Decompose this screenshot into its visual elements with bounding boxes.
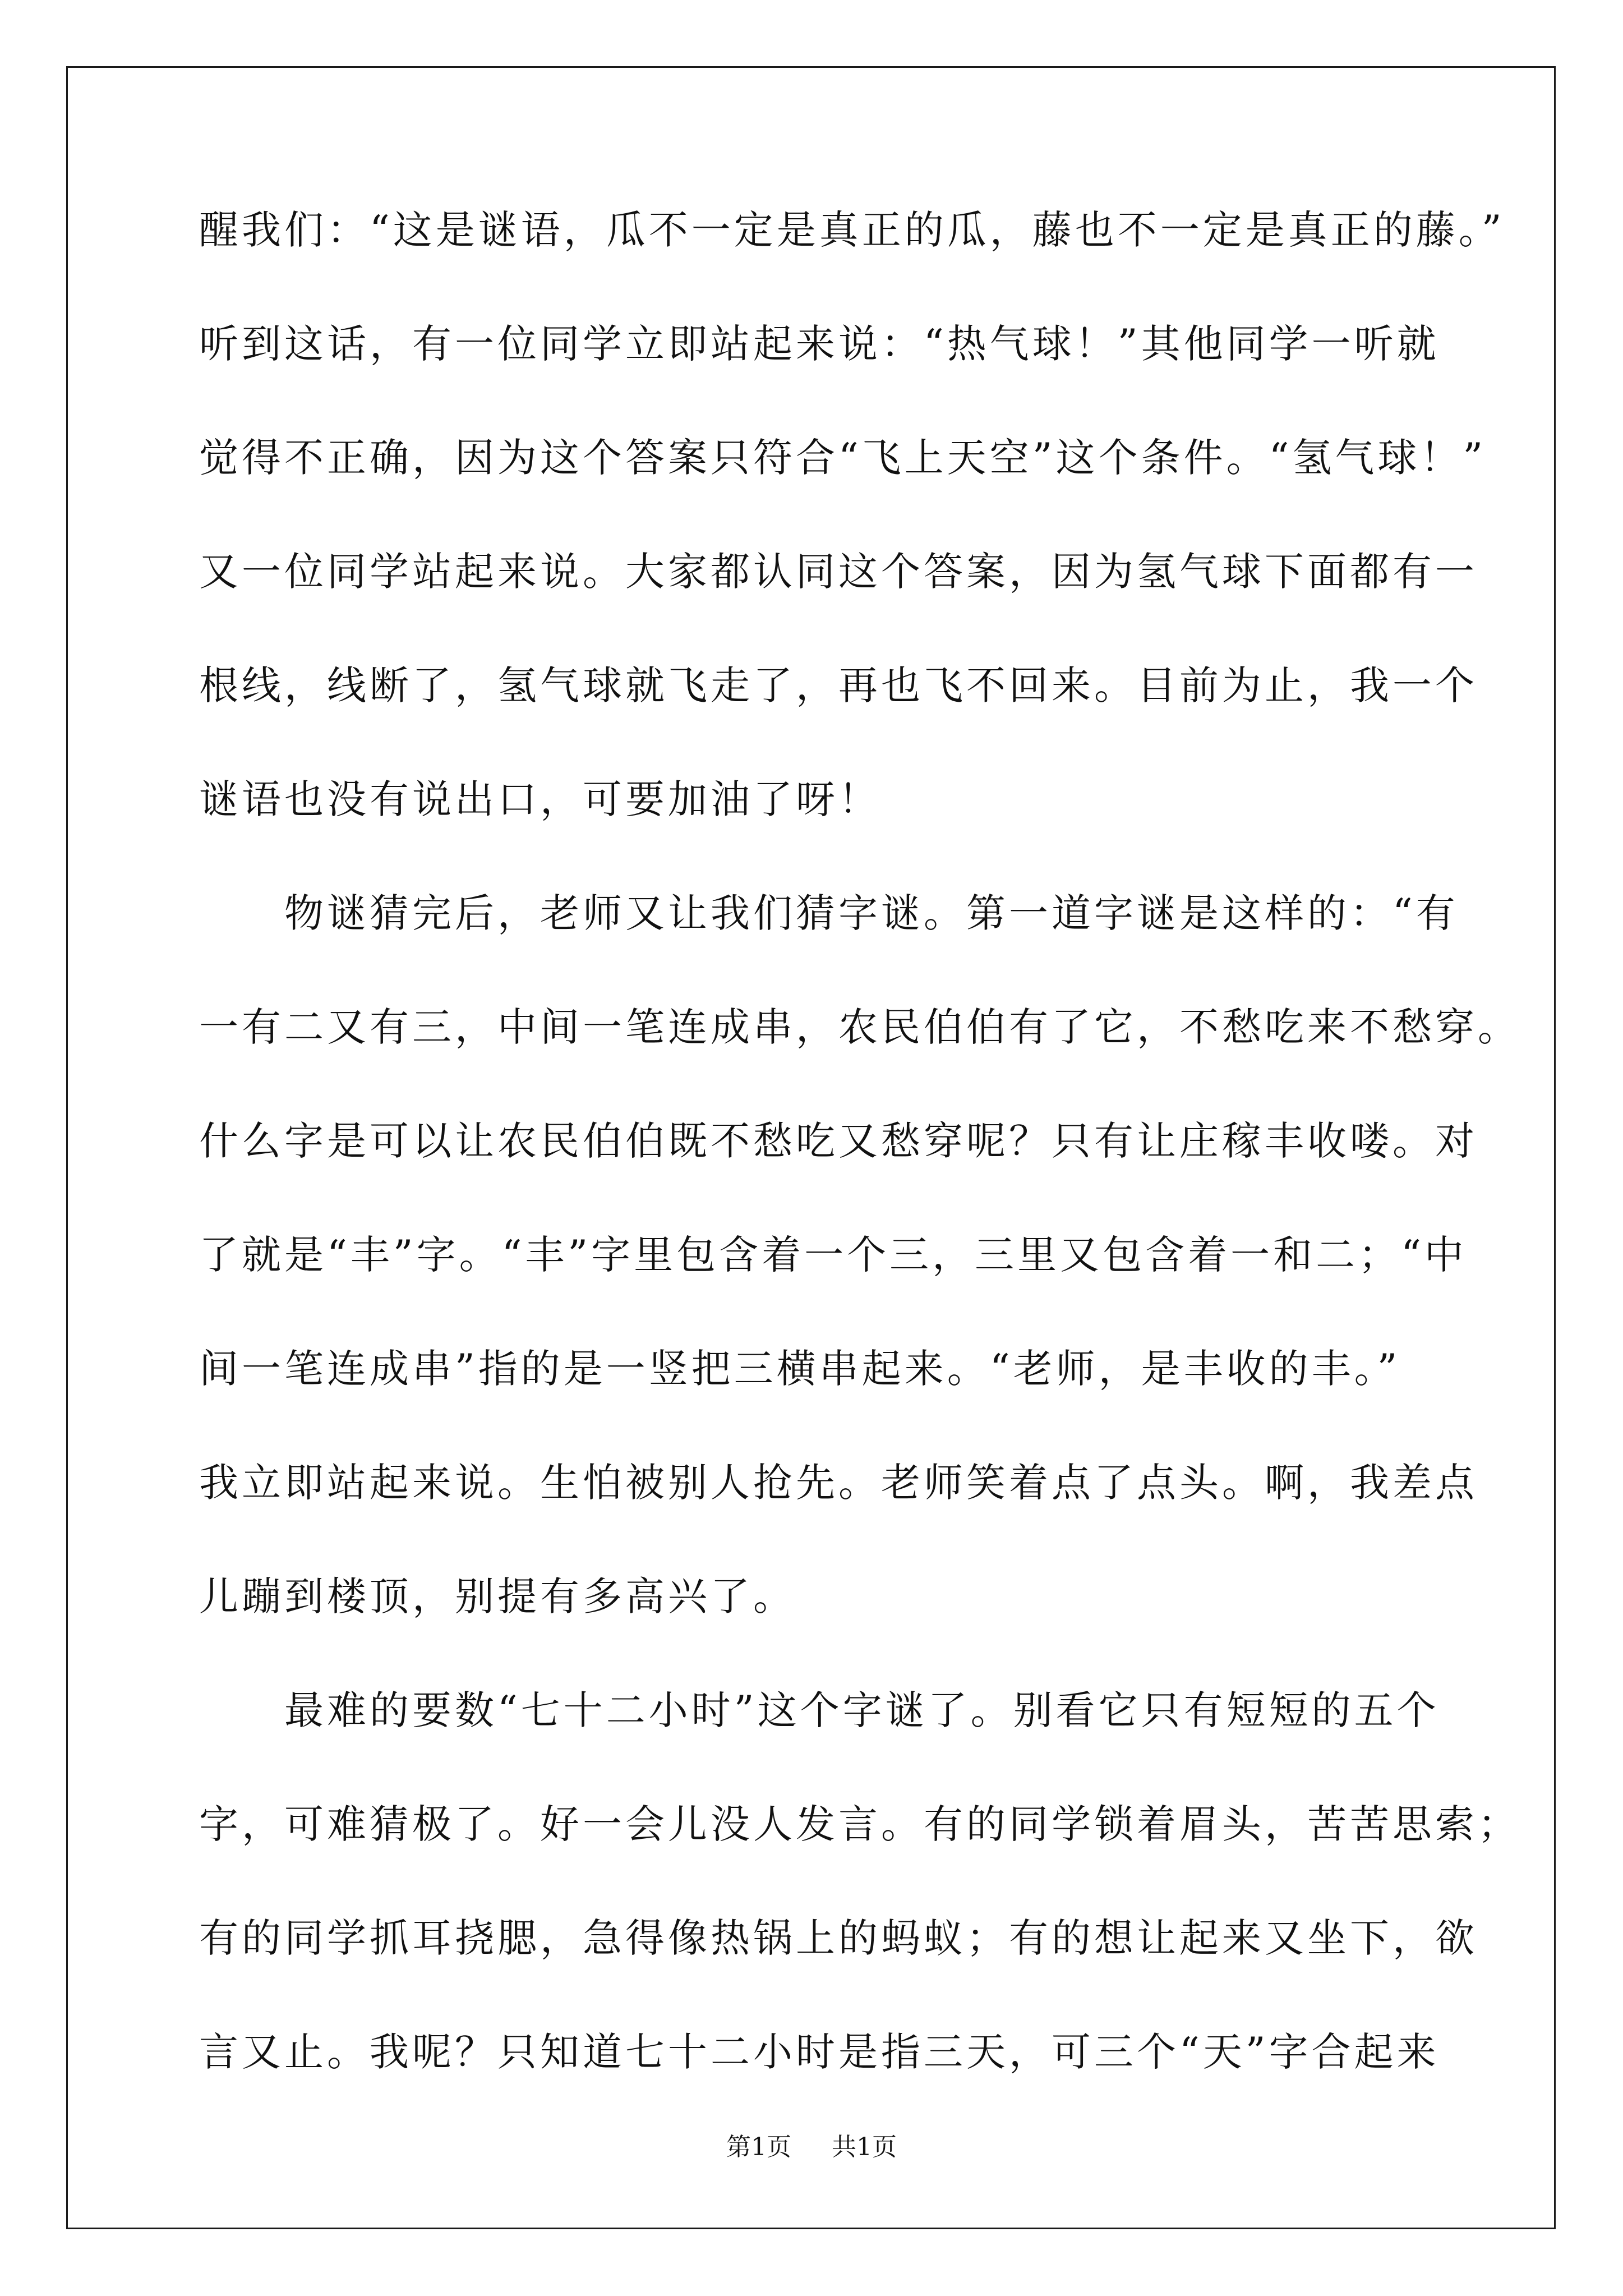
text-line: 最难的要数“七十二小时”这个字谜了。别看它只有短短的五个 bbox=[199, 1687, 1440, 1733]
text-line: 物谜猜完后，老师又让我们猜字谜。第一道字谜是这样的：“有 bbox=[199, 890, 1459, 936]
text-line: 什么字是可以让农民伯伯既不愁吃又愁穿呢？只有让庄稼丰收喽。对 bbox=[199, 1118, 1478, 1164]
text-line: 根线，线断了，氢气球就飞走了，再也飞不回来。目前为止，我一个 bbox=[199, 662, 1478, 708]
text-line: 间一笔连成串”指的是一竖把三横串起来。“老师，是丰收的丰。” bbox=[199, 1346, 1401, 1392]
text-line: 我立即站起来说。生怕被别人抢先。老师笑着点了点头。啊，我差点 bbox=[199, 1460, 1478, 1506]
page-total: 共1页 bbox=[832, 2133, 897, 2161]
text-line: 谜语也没有说出口，可要加油了呀！ bbox=[199, 776, 881, 822]
text-line: 又一位同学站起来说。大家都认同这个答案，因为氢气球下面都有一 bbox=[199, 549, 1478, 595]
text-line: 言又止。我呢？只知道七十二小时是指三天，可三个“天”字合起来 bbox=[199, 2029, 1440, 2075]
page-footer bbox=[0, 2131, 1623, 2164]
text-line: 醒我们：“这是谜语，瓜不一定是真正的瓜，藤也不一定是真正的藤。” bbox=[199, 207, 1505, 253]
text-line: 字，可难猜极了。好一会儿没人发言。有的同学锁着眉头，苦苦思索； bbox=[199, 1801, 1520, 1847]
text-line: 了就是“丰”字。“丰”字里包含着一个三，三里又包含着一和二；“中 bbox=[199, 1232, 1467, 1278]
text-line: 觉得不正确，因为这个答案只符合“飞上天空”这个条件。“氢气球！” bbox=[199, 435, 1487, 481]
text-line: 儿蹦到楼顶，别提有多高兴了。 bbox=[199, 1573, 796, 1619]
text-line: 一有二又有三，中间一笔连成串，农民伯伯有了它，不愁吃来不愁穿。 bbox=[199, 1004, 1520, 1050]
text-line: 有的同学抓耳挠腮，急得像热锅上的蚂蚁；有的想让起来又坐下，欲 bbox=[199, 1915, 1478, 1961]
text-line: 听到这话，有一位同学立即站起来说：“热气球！”其他同学一听就 bbox=[199, 321, 1440, 367]
page-number: 第1页 bbox=[726, 2133, 791, 2161]
